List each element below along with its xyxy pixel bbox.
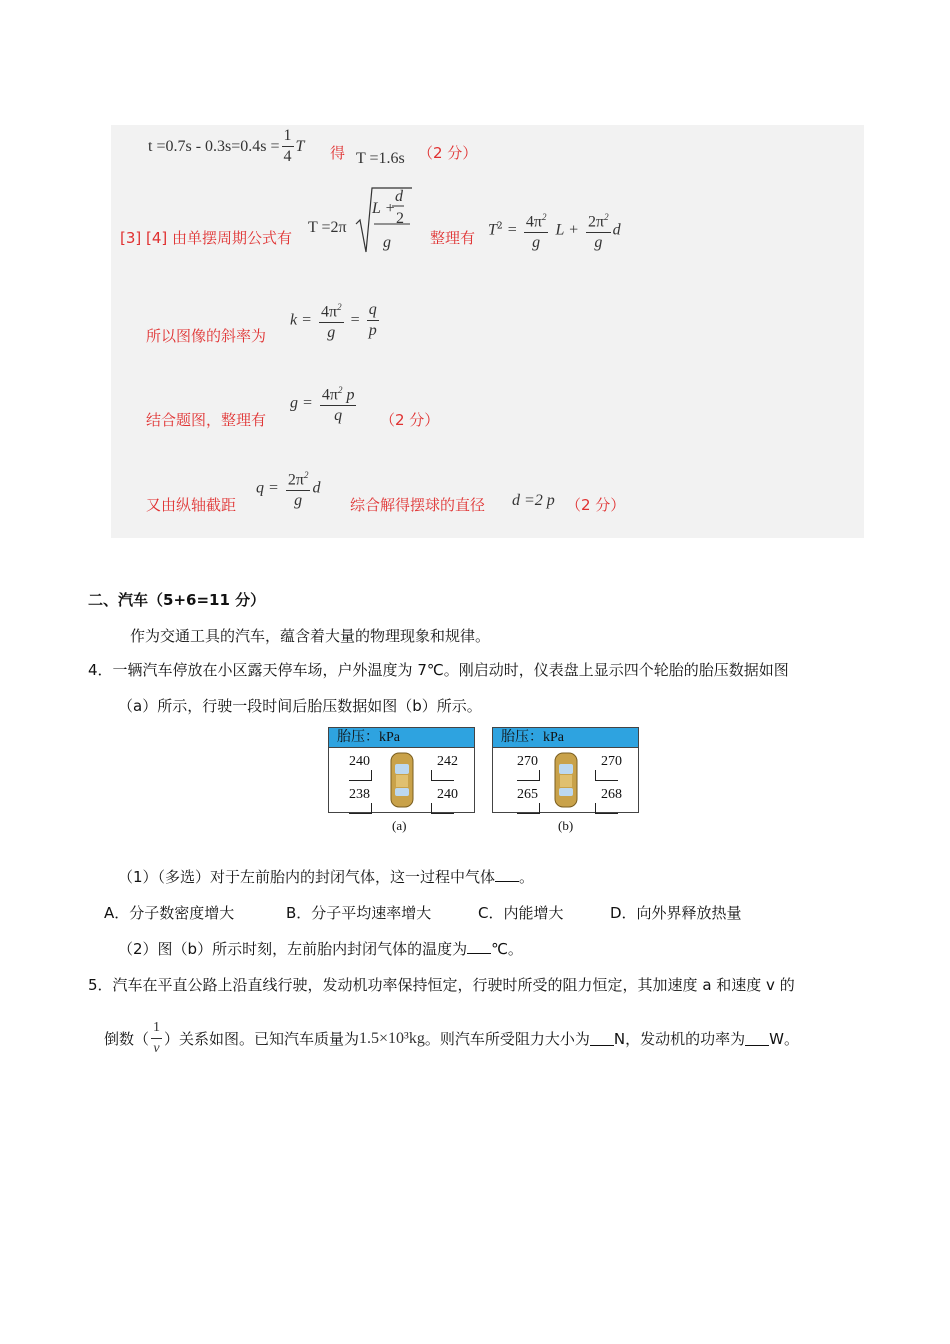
q4-sub1: （1）（多选）对于左前胎内的封闭气体，这一过程中气体 。 <box>118 868 535 886</box>
section-title: 二、汽车（5+6=11 分） <box>88 591 266 609</box>
label-combine: 结合题图，整理有 <box>146 411 267 429</box>
panel-a-front-left: 240 <box>349 754 370 769</box>
eq-T-squared: $T^2$ = $\frac{4\pi^2}{g}$ L + $\frac{2\pi^2}{g}$ d <box>488 207 621 253</box>
eq-t: t =0.7s - 0.3s=0.4s = <box>148 138 280 155</box>
q5-stem-2: 倒数（ $\frac{1}{v}$ ）关系如图。已知汽车质量为 1.5×10³kg 。则汽车所受阻力大小为 N，发动机的功率为 W。 <box>104 1020 799 1056</box>
root-g: g <box>383 234 391 251</box>
eq-d: d =2 p <box>512 492 555 509</box>
answer-blank[interactable] <box>745 1031 769 1046</box>
panel-b-front-left: 270 <box>517 754 538 769</box>
answer-blank[interactable] <box>590 1031 614 1046</box>
score-2: （2 分） <box>380 411 440 429</box>
root-2: 2 <box>396 210 404 227</box>
label-zhengli: 整理有 <box>430 229 476 247</box>
panel-a-rear-right: 240 <box>437 787 458 802</box>
eq-k: k = $\frac{4\pi^2}{g}$ = $\frac{q}{p}$ <box>290 297 381 343</box>
panel-a-front-right: 242 <box>437 754 458 769</box>
label-pendulum: [3] [4] 由单摆周期公式有 <box>120 229 293 247</box>
panel-a-rear-left: 238 <box>349 787 370 802</box>
car-top-view-icon <box>389 750 415 810</box>
panel-b-rear-left: 265 <box>517 787 538 802</box>
eq-T-lhs: T =2π <box>308 219 347 236</box>
q4-option-c[interactable]: C．内能增大 <box>478 904 564 922</box>
q4-stem-2: （a）所示，行驶一段时间后胎压数据如图（b）所示。 <box>118 697 482 715</box>
panel-b-header: 胎压：kPa <box>493 728 638 748</box>
caption-a: (a) <box>392 818 407 833</box>
q4-stem-1: 4．一辆汽车停放在小区露天停车场，户外温度为 7℃。刚启动时，仪表盘上显示四个轮胎的胎压数据如图 <box>88 661 789 679</box>
tire-pressure-panel-b <box>492 727 639 813</box>
car-top-view-icon <box>553 750 579 810</box>
answer-blank[interactable] <box>495 867 519 882</box>
root-d: d <box>395 188 403 205</box>
solution-line-1: t =0.7s - 0.3s=0.4s = $\frac{1}{4}$ T <box>148 127 305 165</box>
panel-b-front-right: 270 <box>601 754 622 769</box>
eq-q: q = $\frac{2\pi^2}{g}$ d <box>256 465 320 511</box>
q4-option-d[interactable]: D．向外界释放热量 <box>610 904 742 922</box>
root-L: L + <box>372 200 396 217</box>
label-slope: 所以图像的斜率为 <box>146 327 267 345</box>
word-de: 得 <box>330 144 346 162</box>
panel-a-header: 胎压：kPa <box>329 728 474 748</box>
eq-T-result: T =1.6s <box>356 150 405 167</box>
score-3: （2 分） <box>566 496 626 514</box>
q4-sub2: （2）图（b）所示时刻，左前胎内封闭气体的温度为 ℃。 <box>118 940 523 958</box>
label-intercept: 又由纵轴截距 <box>146 496 237 514</box>
frac-1-4: $\frac{1}{4}$ <box>283 127 292 165</box>
vehicle-mass: 1.5×10³kg <box>359 1029 425 1047</box>
answer-blank[interactable] <box>467 939 491 954</box>
section-intro: 作为交通工具的汽车，蕴含着大量的物理现象和规律。 <box>130 627 491 645</box>
tire-pressure-panel-a <box>328 727 475 813</box>
q5-stem-1: 5．汽车在平直公路上沿直线行驶，发动机功率保持恒定，行驶时所受的阻力恒定，其加速度 a 和速度 v 的 <box>88 976 795 994</box>
panel-b-rear-right: 268 <box>601 787 622 802</box>
q4-option-a[interactable]: A．分子数密度增大 <box>104 904 235 922</box>
score-1: （2 分） <box>418 144 478 162</box>
eq-g: g = $\frac{4\pi^2 p}{q}$ <box>290 380 358 426</box>
q4-option-b[interactable]: B．分子平均速率增大 <box>286 904 432 922</box>
caption-b: (b) <box>558 818 574 833</box>
label-diameter: 综合解得摆球的直径 <box>350 496 486 514</box>
